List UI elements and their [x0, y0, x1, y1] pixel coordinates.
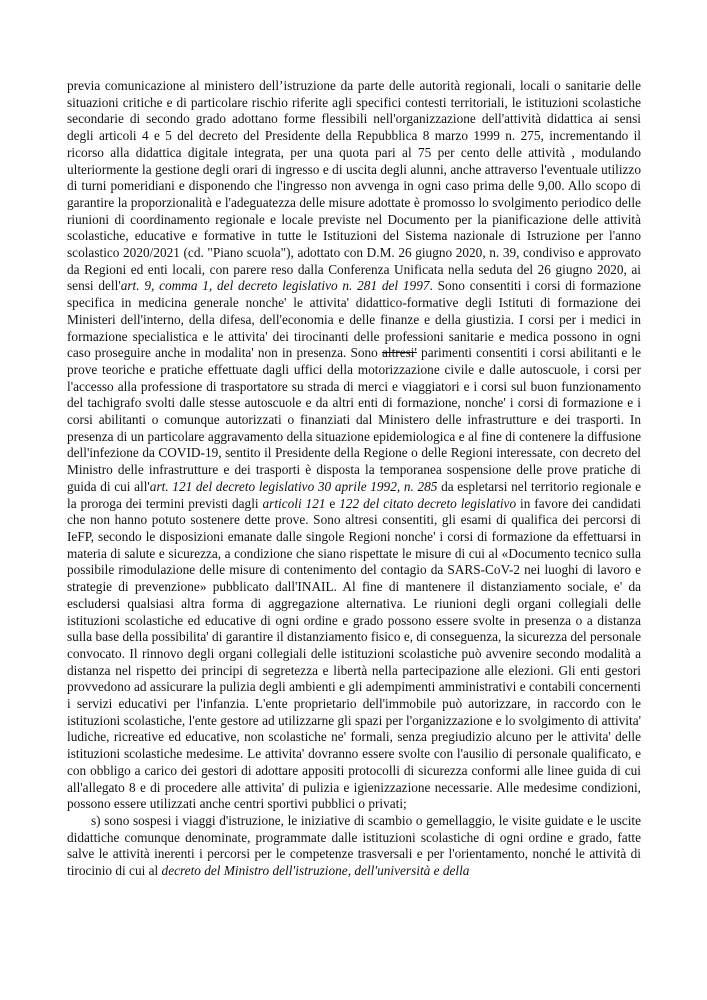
body-text: da espletarsi nel territorio regionale e la proroga dei termini previsti dagli: [67, 478, 641, 511]
struck-text: altresi': [381, 345, 417, 361]
citation-text: art. 9, comma 1, del decreto legislativo n. 281 del 1997: [120, 278, 430, 294]
citation-text: decreto del Ministro dell'istruzione, dell'università e della: [161, 863, 470, 879]
citation-text: articoli 121: [262, 495, 326, 511]
body-text: parimenti consentiti i corsi abilitanti e le prove teoriche e pratiche effettuate dagli uffici della motorizzazione civile e dalle autoscuole, i corsi per l'accesso alla professione di trasportatore su strada di merci e viaggiatori e i corsi sul buon funzionamento del tachigrafo svolti dalle stesse autoscuole e da altri enti di formazione, nonche' i corsi di formazione e i corsi abilitanti o comunque autorizzati o finanziati dal Ministero delle infrastrutture e dei trasporti. In presenza di un particolare aggravamento della situazione epidemiologica e al fine di contenere la diffusione dell'infezione da COVID-19, sentito il Presidente della Regione o delle Regioni interessate, con decreto del Ministro delle infrastrutture e dei trasporti è disposta la temporanea sospensione delle prove pratiche di guida di cui all': [67, 345, 641, 494]
document-page: [67, 78, 641, 880]
citation-text: art. 121 del decreto legislativo 30 aprile 1992, n. 285: [149, 478, 438, 494]
body-text: s) sono sospesi i viaggi d'istruzione, le iniziative di scambio o gemellaggio, le visite guidate e le uscite didattiche comunque denominate, programmate dalle istituzioni scolastiche di ogni ordine e grado, fatte salve le attività inerenti i percorsi per le competenze trasversali e per l'orientamento, nonché le attività di tirocinio di cui al: [67, 812, 641, 879]
paragraph-item-s: [67, 813, 641, 880]
citation-text: 122 del citato decreto legislativo: [339, 495, 517, 511]
body-text: e: [325, 495, 340, 511]
body-text: . Sono consentiti i corsi di formazione specifica in medicina generale nonche' le attivita' didattico-formative degli Istituti di formazione dei Ministeri dell'interno, della difesa, dell'economia e delle finanze e della giustizia. I corsi per i medici in formazione specialistica e le attivita' dei tirocinanti delle professioni sanitarie e medica possono in ogni caso proseguire anche in modalita' non in presenza. Sono: [67, 278, 641, 361]
body-text: previa comunicazione al ministero dell’istruzione da parte delle autorità regionali, locali o sanitarie delle situazioni critiche e di particolare rischio riferite agli specifici contesti territoriali, le istituzioni scolastiche secondarie di secondo grado adottano forme flessibili nell'organizzazione dell'attività didattica ai sensi degli articoli 4 e 5 del decreto del Presidente della Repubblica 8 marzo 1999 n. 275, incrementando il ricorso alla didattica digitale integrata, per una quota pari al 75 per cento delle attività , modulando ulteriormente la gestione degli orari di ingresso e di uscita degli alunni, anche attraverso l'eventuale utilizzo di turni pomeridiani e disponendo che l'ingresso non avvenga in ogni caso prima delle 9,00. Allo scopo di garantire la proporzionalità e l'adeguatezza delle misure adottate è promosso lo svolgimento periodico delle riunioni di coordinamento regionale e locale previste nel Documento per la pianificazione delle attività scolastiche, educative e formative in tutte le Istituzioni del Sistema nazionale di Istruzione per l'anno scolastico 2020/2021 (cd. "Piano scuola"), adottato con D.M. 26 giugno 2020, n. 39, condiviso e approvato da Regioni ed enti locali, con parere reso dalla Conferenza Unificata nella seduta del 26 giugno 2020, ai sensi dell': [67, 78, 641, 294]
paragraph-measures: [67, 78, 641, 813]
body-text: in favore dei candidati che non hanno potuto sostenere dette prove. Sono altresi consentiti, gli esami di qualifica dei percorsi di IeFP, secondo le disposizioni emanate dalle singole Regioni nonche' i corsi di formazione da effettuarsi in materia di salute e sicurezza, a condizione che siano rispettate le misure di cui al «Documento tecnico sulla possibile rimodulazione delle misure di contenimento del contagio da SARS-CoV-2 nei luoghi di lavoro e strategie di prevenzione» pubblicato dall'INAIL. Al fine di mantenere il distanziamento sociale, e' da escludersi qualsiasi altra forma di aggregazione alternativa. Le riunioni degli organi collegiali delle istituzioni scolastiche ed educative di ogni ordine e grado possono essere svolte in presenza o a distanza sulla base della possibilita' di garantire il distanziamento fisico e, di conseguenza, la sicurezza del personale convocato. Il rinnovo degli organi collegiali delle istituzioni scolastiche può avvenire secondo modalità a distanza nel rispetto dei principi di segretezza e libertà nella partecipazione alle elezioni. Gli enti gestori provvedono ad assicurare la pulizia degli ambienti e gli adempimenti amministrativi e contabili concernenti i servizi educativi per l'infanzia. L'ente proprietario dell'immobile può autorizzare, in raccordo con le istituzioni scolastiche, l'ente gestore ad utilizzarne gli spazi per l'organizzazione e lo svolgimento di attivita' ludiche, ricreative ed educative, non scolastiche ne' formali, senza pregiudizio alcuno per le attivita' delle istituzioni scolastiche medesime. Le attivita' dovranno essere svolte con l'ausilio di personale qualificato, e con obbligo a carico dei gestori di adottare appositi protocolli di sicurezza conformi alle linee guida di cui all'allegato 8 e di procedere alle attivita' di pulizia e igienizzazione necessarie. Alle medesime condizioni, possono essere utilizzati anche centri sportivi pubblici o privati;: [67, 495, 642, 812]
